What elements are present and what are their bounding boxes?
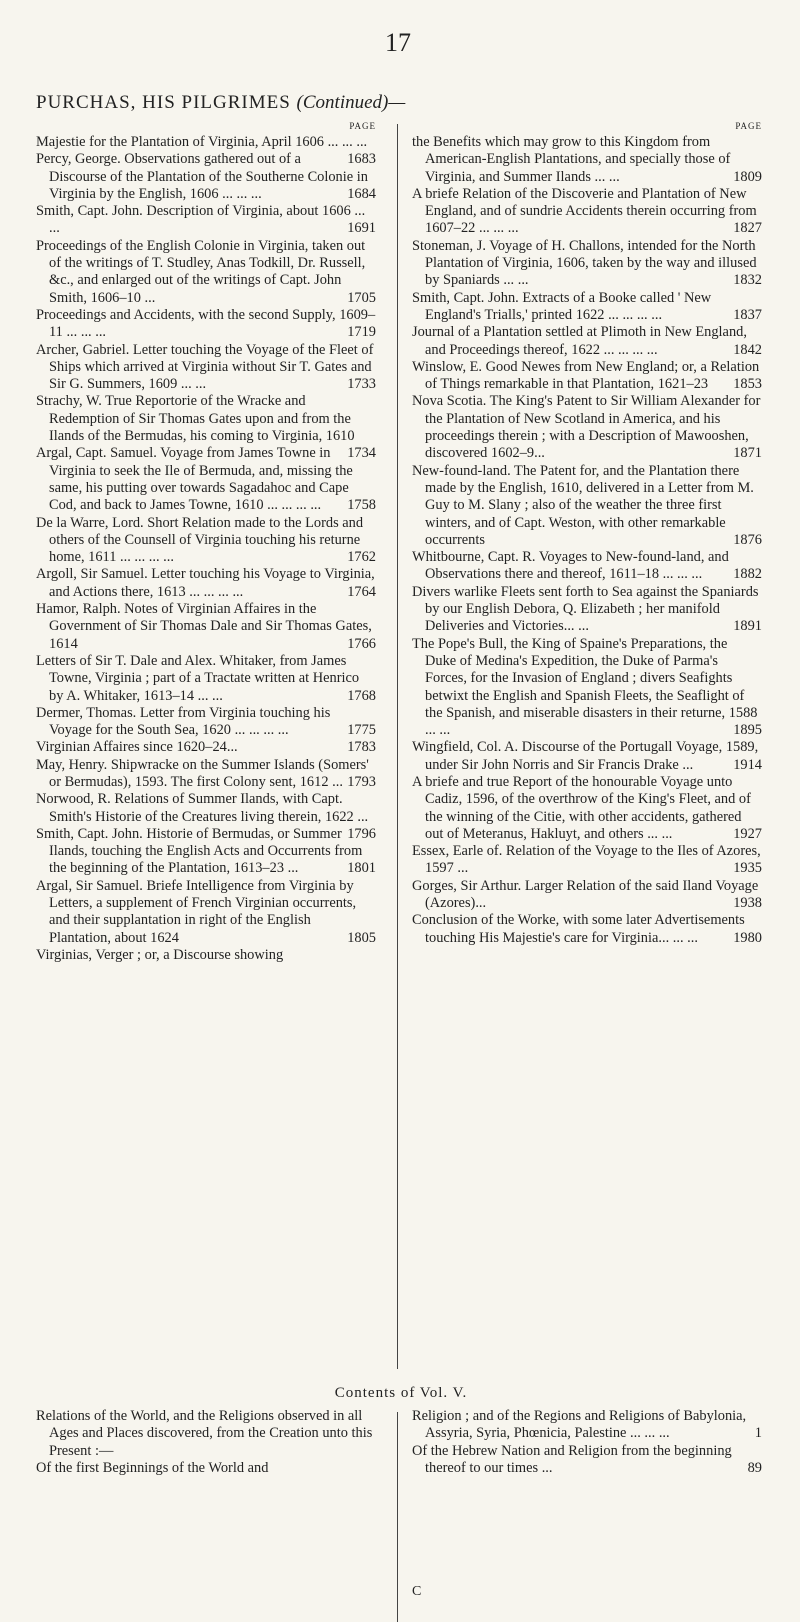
toc-page-number: 1793 [347, 773, 376, 790]
bottom-left-column [36, 1408, 376, 1477]
toc-page-number: 1 [754, 1425, 762, 1442]
toc-entry [412, 636, 762, 740]
toc-entry [36, 445, 376, 514]
toc-entry-text: Argal, Sir Samuel. Briefe Intelligence from Virginia by Letters, a supplement of French Virginian occurrents, and their supplantation in right of the English Plantation, about 1624 [36, 877, 357, 946]
toc-entry-text: A briefe Relation of the Discoverie and Plantation of New England, and of sundrie Accidents therein occurring from 1607–22 ... ... ... [412, 185, 757, 237]
header-continued: (Continued)— [296, 92, 406, 113]
toc-page-number: 1876 [733, 531, 762, 548]
toc-entry-text: Gorges, Sir Arthur. Larger Relation of the said Iland Voyage (Azores)... [412, 877, 759, 912]
right-page-heading: PAGE [735, 121, 762, 131]
toc-page-number: 1768 [347, 687, 376, 704]
toc-entry [412, 238, 762, 290]
toc-page-number: 1980 [733, 929, 762, 946]
page-number: 17 [385, 28, 411, 57]
toc-entry [412, 186, 762, 238]
toc-entry-text: Majestie for the Plantation of Virginia, April 1606 ... ... ... [36, 134, 368, 150]
toc-page-number: 1935 [733, 860, 762, 877]
toc-entry-text: Dermer, Thomas. Letter from Virginia touching his Voyage for the South Sea, 1620 ... ... ... ... [36, 704, 331, 739]
toc-entry-text: Religion ; and of the Regions and Religions of Babylonia, Assyria, Syria, Phœnicia, Palestine ... ... ... [412, 1408, 747, 1442]
toc-entry [36, 203, 376, 238]
toc-entry-text: Virginian Affaires since 1620–24... [36, 739, 238, 756]
toc-entry-text: Nova Scotia. The King's Patent to Sir William Alexander for the Plantation of New Scotland in America, and his proceedings therein ; with a Description of Mawooshen, discovered 1602–9... [412, 393, 761, 462]
toc-entry [36, 826, 376, 878]
toc-entry-text: Virginias, Verger ; or, a Discourse showing [36, 946, 284, 963]
right-entries [412, 134, 762, 947]
toc-entry-text: May, Henry. Shipwracke on the Summer Islands (Somers' or Bermudas), 1593. The first Colony sent, 1612 ... [36, 756, 369, 790]
toc-page-number: 1837 [733, 306, 762, 323]
toc-page-number: 1927 [733, 825, 762, 842]
toc-entry [36, 342, 376, 394]
header-title: PURCHAS, HIS PILGRIMES [36, 92, 291, 113]
toc-entry [412, 134, 762, 186]
toc-entry [36, 947, 376, 964]
toc-entry [412, 1408, 762, 1443]
toc-entry [36, 601, 376, 653]
toc-page-number: 1719 [347, 324, 376, 341]
toc-entry [36, 515, 376, 567]
running-header [36, 92, 405, 114]
toc-entry [36, 705, 376, 740]
toc-entry-text: Smith, Capt. John. Historie of Bermudas, or Summer Ilands, touching the English Acts and Occurrents from the beginning of the Plantation, 1613–23 ... [36, 825, 363, 877]
toc-entry [36, 1408, 376, 1460]
toc-entry-text: Divers warlike Fleets sent forth to Sea against the Spaniards by our English Debora, Q. Elizabeth ; her manifold Deliveries and Victories... ... [412, 583, 759, 635]
toc-entry [412, 290, 762, 325]
toc-entry-text: Essex, Earle of. Relation of the Voyage to the Iles of Azores, 1597 ... [412, 843, 761, 877]
left-column [36, 120, 376, 964]
toc-page-number: 1775 [347, 722, 376, 739]
toc-page-number: 1684 [347, 185, 376, 202]
toc-entry [36, 151, 376, 203]
toc-entry-text: Percy, George. Observations gathered out of a Discourse of the Plantation of the Southerne Colonie in Virginia by the English, 1606 ... ... ... [36, 151, 368, 202]
toc-page-number: 1882 [733, 566, 762, 583]
column-divider [397, 124, 398, 1369]
toc-entry-text: Relations of the World, and the Religions observed in all Ages and Places discovered, from the Creation unto this Present :— [36, 1408, 373, 1459]
toc-entry-text: Hamor, Ralph. Notes of Virginian Affaires in the Government of Sir Thomas Dale and Sir Thomas Gates, 1614 [36, 601, 372, 652]
toc-page-number: 1762 [347, 549, 376, 566]
toc-entry [36, 1460, 376, 1477]
toc-entry [36, 134, 376, 168]
toc-page-number: 1842 [733, 341, 762, 358]
toc-entry-text: Wingfield, Col. A. Discourse of the Portugall Voyage, 1589, under Sir John Norris and Sir Francis Drake ... [412, 739, 759, 773]
toc-page-number: 89 [747, 1459, 762, 1476]
toc-entry-text: Norwood, R. Relations of Summer Ilands, with Capt. Smith's Historie of the Creatures living therein, 1622 ... [36, 791, 369, 825]
toc-entry-text: Argal, Capt. Samuel. Voyage from James Towne in Virginia to seek the Ile of Bermuda, and, missing the same, his putting over towards Sagadahoc and Cape Cod, and back to James Towne, 1610 ... ... ... ... [36, 445, 353, 514]
toc-entry-text: The Pope's Bull, the King of Spaine's Preparations, the Duke of Medina's Expedition, the Duke of Parma's Forces, for the Invasion of England ; divers Seafights betwixt the English and Spanish Fleets, the Seaflight of the Spanish, and miserable disasters in their returne, 1588 ... ... [412, 635, 758, 739]
toc-entry [36, 653, 376, 705]
toc-entry-text: the Benefits which may grow to this Kingdom from American-English Plantations, and specially those of Virginia, and Summer Ilands ... ... [412, 134, 731, 185]
toc-entry [412, 739, 762, 774]
toc-page-number: 1801 [347, 860, 376, 877]
toc-entry-text: A briefe and true Report of the honourable Voyage unto Cadiz, 1596, of the overthrow of the King's Fleet, and of the winning of the Citie, with other accidents, gathered out of Meteranus, Hakluyt, and others ... ... [412, 773, 751, 842]
toc-entry-text: Letters of Sir T. Dale and Alex. Whitaker, from James Towne, Virginia ; part of a Tractate written at Henrico by A. Whitaker, 1613–14 ... ... [36, 652, 360, 704]
toc-entry-text: New-found-land. The Patent for, and the Plantation there made by the English, 1610, delivered in a Letter from M. Guy to M. Slany ; also of the weather the three first winters, and of Capt. Weston, with other remarkable occurrents [412, 462, 754, 548]
toc-page-number: 1758 [347, 497, 376, 514]
toc-page-number: 1853 [733, 376, 762, 393]
toc-entry [412, 359, 762, 394]
toc-entry [412, 463, 762, 549]
toc-entry [412, 393, 762, 462]
contents-heading: Contents of Vol. V. [334, 1385, 468, 1401]
toc-entry [412, 843, 762, 878]
toc-entry-text: Journal of a Plantation settled at Plimoth in New England, and Proceedings thereof, 1622 ... ... ... ... [412, 324, 747, 358]
toc-entry [412, 549, 762, 584]
right-column [412, 120, 762, 947]
toc-page-number: 1827 [733, 220, 762, 237]
toc-entry-text: Strachy, W. True Reportorie of the Wracke and Redemption of Sir Thomas Gates upon and from the Ilands of the Bermudas, his coming to Virginia, 1610 [36, 393, 355, 445]
toc-entry [412, 912, 762, 947]
toc-entry [36, 566, 376, 601]
toc-page-number: 1805 [347, 929, 376, 946]
toc-entry-text: Archer, Gabriel. Letter touching the Voyage of the Fleet of Ships which arrived at Virginia without Sir T. Gates and Sir G. Summers, 1609 ... ... [36, 341, 374, 393]
toc-entry [36, 878, 376, 947]
toc-page-number: 1796 [347, 825, 376, 842]
toc-entry [36, 739, 376, 756]
toc-entry-text: Stoneman, J. Voyage of H. Challons, intended for the North Plantation of Virginia, 1606, taken by the way and illused by Spaniards ... ... [412, 237, 757, 289]
toc-page-number: 1683 [347, 151, 376, 168]
toc-entry [412, 1443, 762, 1478]
toc-page-number: 1938 [733, 895, 762, 912]
toc-entry-text: Winslow, E. Good Newes from New England; or, a Relation of Things remarkable in that Plantation, 1621–23 [412, 358, 760, 393]
toc-entry-text: De la Warre, Lord. Short Relation made to the Lords and others of the Counsell of Virginia touching his returne home, 1611 ... ... ... ... [36, 514, 364, 566]
toc-entry [412, 584, 762, 636]
toc-entry [36, 393, 376, 462]
toc-page-number: 1895 [733, 722, 762, 739]
toc-entry-text: Whitbourne, Capt. R. Voyages to New-found-land, and Observations there and thereof, 1611–18 ... ... ... [412, 549, 729, 583]
toc-entry-text: Conclusion of the Worke, with some later Advertisements touching His Majestie's care for Virginia... ... ... [412, 912, 745, 946]
bottom-left-entries [36, 1408, 376, 1477]
bottom-column-divider [397, 1412, 398, 1622]
toc-entry [412, 774, 762, 843]
toc-entry [412, 324, 762, 359]
toc-page-number: 1766 [347, 635, 376, 652]
toc-page-number: 1891 [733, 618, 762, 635]
toc-entry-text: Of the Hebrew Nation and Religion from the beginning thereof to our times ... [412, 1442, 732, 1476]
toc-entry-text: Argoll, Sir Samuel. Letter touching his Voyage to Virginia, and Actions there, 1613 ... ... ... ... [36, 566, 375, 600]
bottom-right-entries [412, 1408, 762, 1477]
toc-page-number: 1783 [347, 739, 376, 756]
toc-entry [36, 238, 376, 307]
bottom-right-column [412, 1408, 762, 1477]
toc-entry-text: Smith, Capt. John. Extracts of a Booke called ' New England's Trialls,' printed 1622 ... ... ... ... [412, 289, 712, 323]
toc-page-number: 1809 [733, 168, 762, 185]
toc-page-number: 1871 [733, 445, 762, 462]
toc-entry-text: Smith, Capt. John. Description of Virginia, about 1606 ... ... [36, 203, 366, 237]
left-entries [36, 134, 376, 964]
toc-entry [412, 878, 762, 913]
toc-entry-text: Proceedings and Accidents, with the second Supply, 1609–11 ... ... ... [36, 306, 376, 341]
toc-entry [36, 757, 376, 792]
toc-page-number: 1705 [347, 289, 376, 306]
toc-page-number: 1734 [347, 445, 376, 462]
toc-entry-text: Of the first Beginnings of the World and [36, 1459, 269, 1476]
toc-page-number: 1832 [733, 272, 762, 289]
left-page-heading: PAGE [349, 121, 376, 131]
toc-entry-text: Proceedings of the English Colonie in Virginia, taken out of the writings of T. Studley, Anas Todkill, Dr. Russell, &c., and enlarged out of the writings of Capt. John Smith, 1606–10 ... [36, 237, 366, 306]
signature-mark: C [412, 1584, 422, 1599]
toc-page-number: 1691 [347, 220, 376, 237]
toc-page-number: 1764 [347, 583, 376, 600]
toc-page-number: 1914 [733, 756, 762, 773]
toc-entry [36, 307, 376, 342]
toc-entry [36, 791, 376, 842]
toc-page-number: 1733 [347, 376, 376, 393]
